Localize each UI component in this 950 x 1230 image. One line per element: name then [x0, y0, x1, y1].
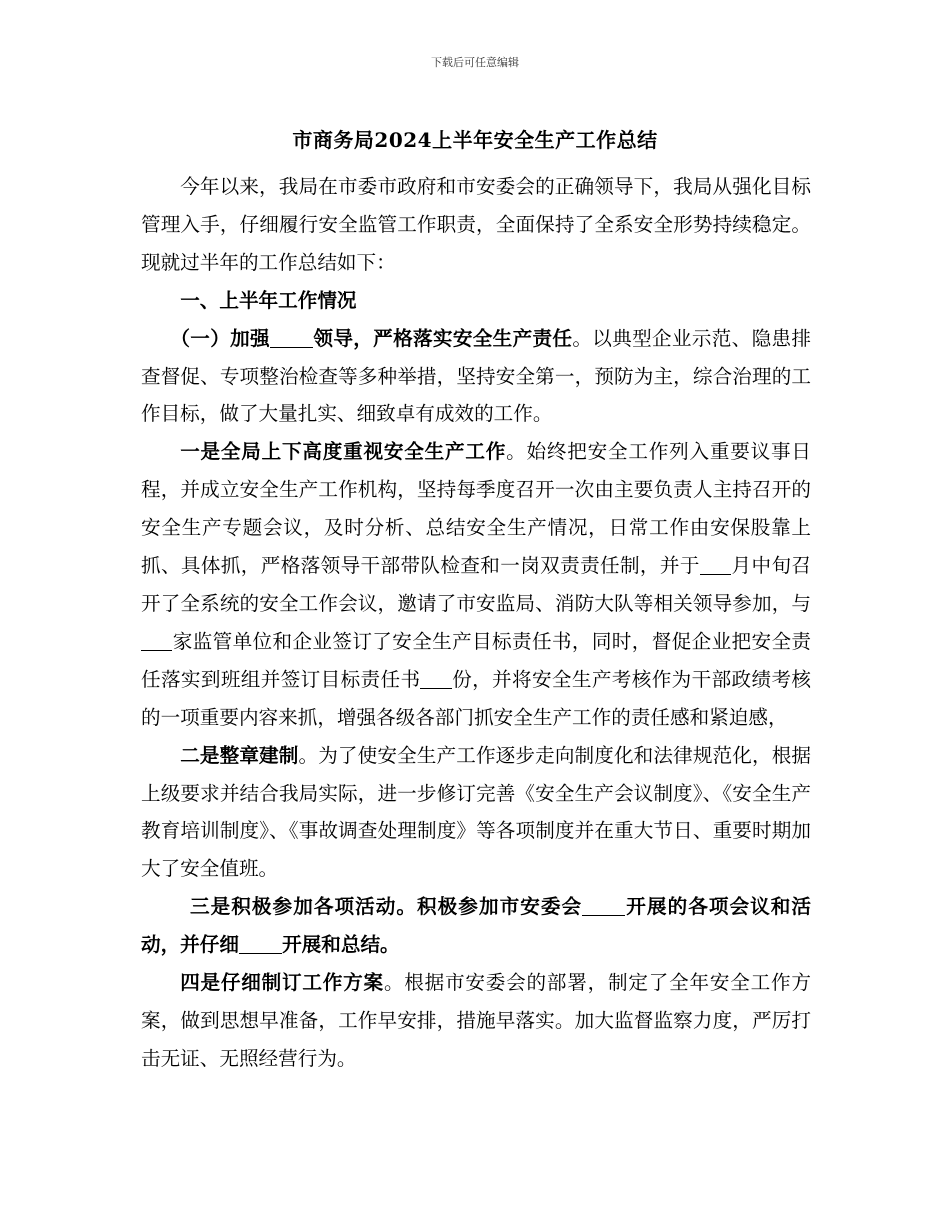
header-note: 下载后可任意编辑	[431, 56, 519, 69]
paragraph-point-three	[141, 888, 811, 964]
paragraph-lead: 二是整章建制	[180, 743, 299, 767]
paragraph-text: 。以典型企业示范、隐患排查督促、专项整治检查等多种举措，坚持安全第一，预防为主，综合治理的工作目标，做了大量扎实、细致卓有成效的工作。	[141, 326, 812, 426]
paragraph-point-two	[141, 737, 811, 889]
fill-blank	[270, 327, 313, 348]
paragraph-lead: 四是仔细制订工作方案	[180, 971, 384, 995]
fill-blank	[420, 668, 451, 689]
document-body	[141, 168, 811, 1078]
paragraph-text: 。为了使安全生产工作逐步走向制度化和法律规范化，根据上级要求并结合我局实际，进一步修订完善《安全生产会议制度》、《安全生产教育培训制度》、《事故调查处理制度》等各项制度并在重大节日、重要时期加大了安全值班。	[141, 743, 812, 881]
paragraph-text: 开展和总结。	[282, 933, 400, 957]
paragraph-lead: （一）加强	[170, 326, 270, 350]
fill-blank	[582, 896, 625, 917]
paragraph-text: 开展的各项会议和活动，并仔细	[141, 895, 812, 957]
paragraph-text: 份，并将安全生产考核作为干部政绩考核的一项重要内容来抓，增强各级各部门抓安全生产工作的责任感和紧迫感，	[141, 667, 812, 729]
paragraph-leadership	[141, 320, 811, 434]
paragraph-point-four	[141, 964, 811, 1078]
paragraph-text: 三是积极参加各项活动。积极参加市安委会	[190, 895, 583, 919]
intro-paragraph: 今年以来，我局在市委市政府和市安委会的正确领导下，我局从强化目标管理入手，仔细履行安全监管工作职责，全面保持了全系安全形势持续稳定。现就过半年的工作总结如下：	[141, 175, 811, 274]
paragraph-text: 。根据市安委会的部署，制定了全年安全工作方案，做到思想早准备，工作早安排，措施早落实。加大监督监察力度，严厉打击无证、无照经营行为。	[141, 971, 812, 1070]
paragraph-text: 家监管单位和企业签订了安全生产目标责任书，同时，督促企业把安全责任落实到班组并签订目标责任书	[141, 629, 811, 691]
document-title: 市商务局2024上半年安全生产工作总结	[292, 128, 658, 152]
fill-blank	[239, 933, 282, 954]
paragraph-point-one	[141, 433, 811, 736]
paragraph-text: 。始终把安全工作列入重要议事日程，并成立安全生产工作机构，坚持每季度召开一次由主要负责人主持召开的安全生产专题会议，及时分析、总结安全生产情况，日常工作由安保股靠上抓、具体抓，严格落领导干部带队检查和一岗双责责任制，并于	[141, 440, 812, 578]
fill-blank	[700, 554, 731, 575]
paragraph-lead: 一是全局上下高度重视安全生产工作	[180, 440, 507, 464]
paragraph-text: 月中旬召开了全系统的安全工作会议，邀请了市安监局、消防大队等相关领导参加，与	[141, 554, 812, 615]
fill-blank	[141, 630, 172, 651]
paragraph-lead: 领导，严格落实安全生产责任	[313, 326, 573, 350]
section-heading: 一、上半年工作情况	[180, 288, 357, 312]
